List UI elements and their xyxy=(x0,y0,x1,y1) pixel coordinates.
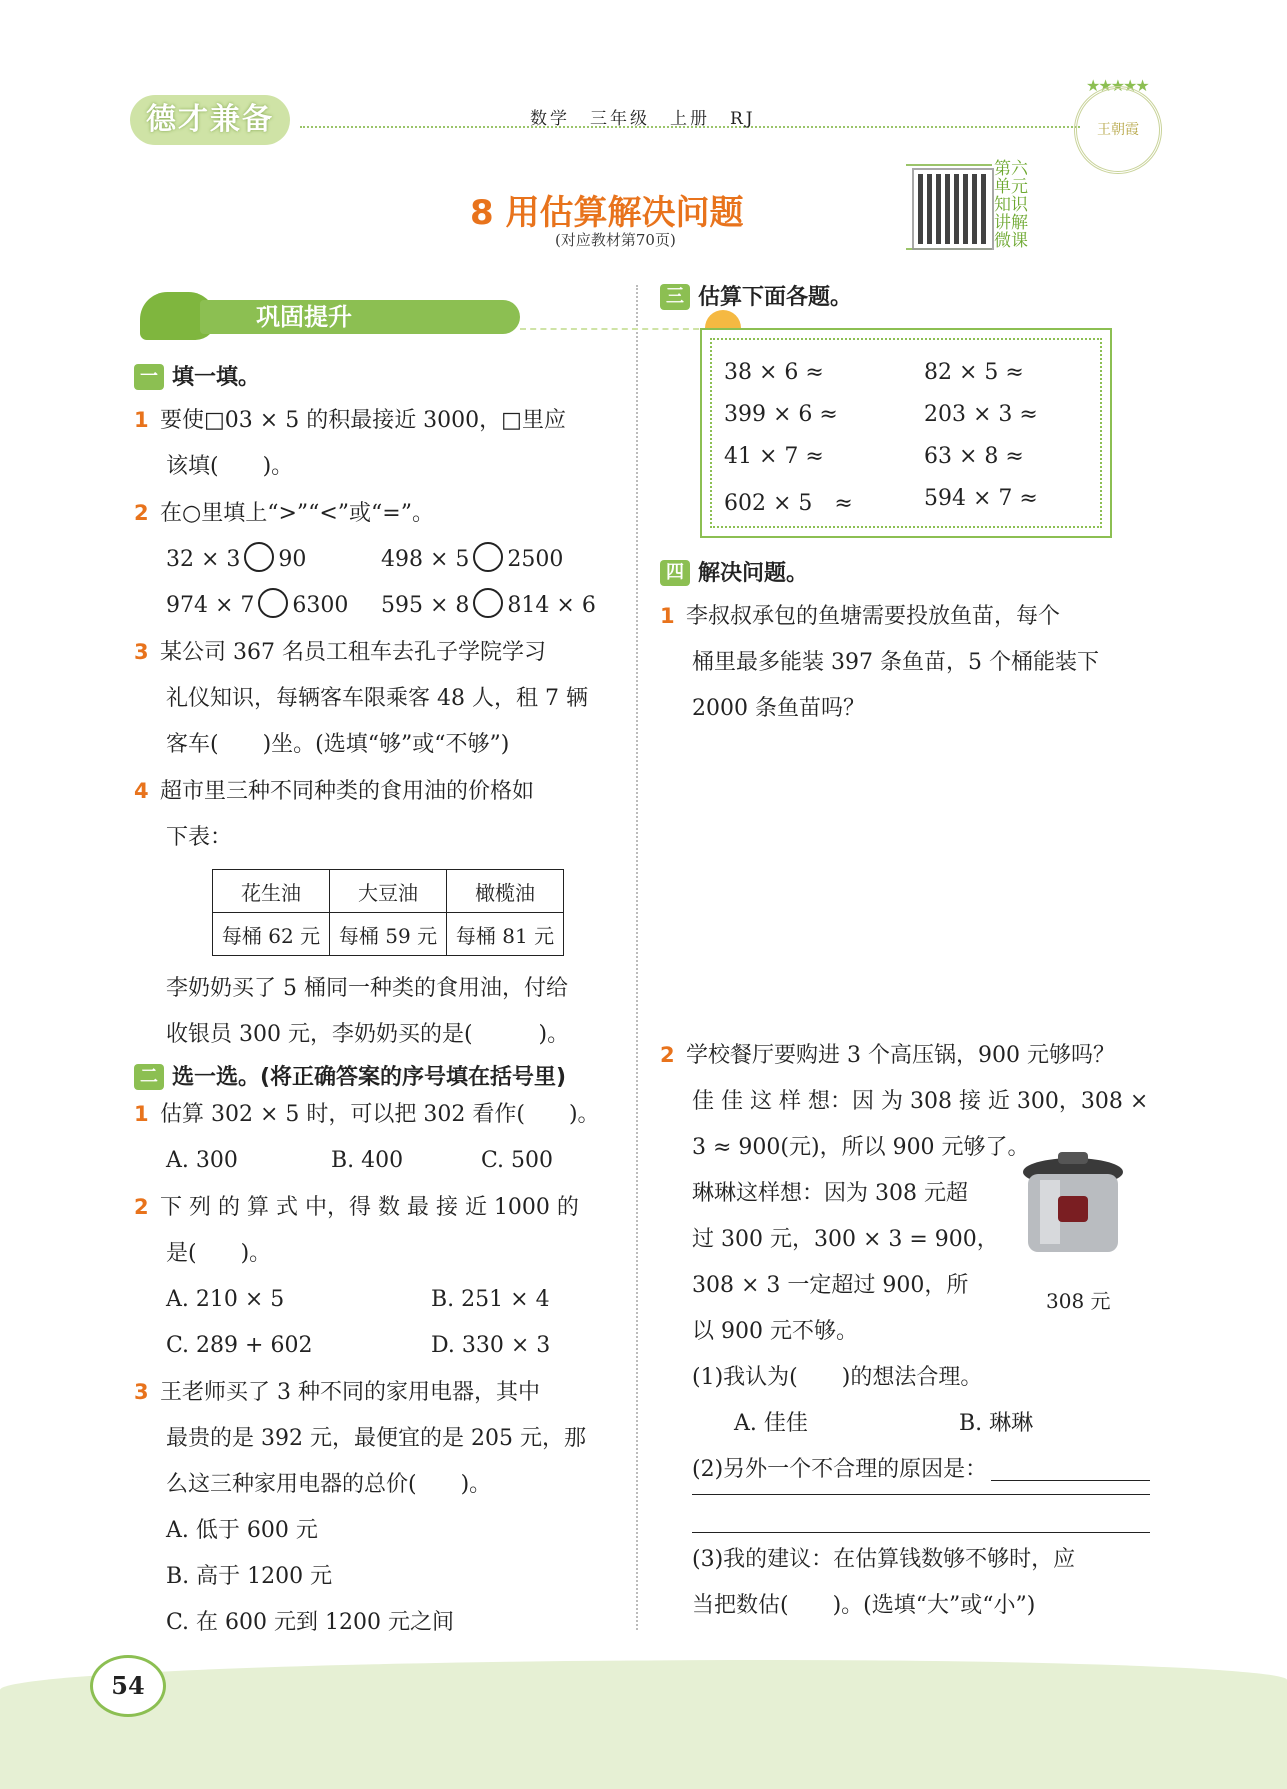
question-number: 3 xyxy=(134,640,149,664)
question-1-4 xyxy=(134,768,624,815)
option-d[interactable]: D. 330 × 3 xyxy=(431,1333,551,1358)
question-text: 王老师买了 3 种不同的家用电器，其中 xyxy=(160,1380,540,1405)
question-text: 某公司 367 名员工租车去孔子学院学习 xyxy=(160,640,546,665)
section-badge: 二 xyxy=(134,1064,164,1090)
compare-left: 498 × 5 xyxy=(381,547,470,572)
compare-row-2 xyxy=(134,583,624,629)
question-number: 1 xyxy=(660,604,675,628)
answer-circle[interactable] xyxy=(258,588,288,618)
estimation-item[interactable]: 399 × 6 ≈ xyxy=(724,402,838,427)
option-a[interactable]: A. 低于 600 元 xyxy=(166,1518,318,1543)
question-text: 客车( )坐。(选填“够”或“不够”) xyxy=(166,732,510,757)
option-a[interactable]: A. 210 × 5 xyxy=(166,1287,285,1312)
question-text: 要使□03 × 5 的积最接近 3000，□里应 xyxy=(160,408,566,433)
table-header: 花生油 xyxy=(213,870,330,913)
compare-row-1 xyxy=(134,537,624,583)
question-text: 收银员 300 元，李奶奶买的是( )。 xyxy=(166,1022,570,1047)
question-text: 下 列 的 算 式 中，得 数 最 接 近 1000 的 xyxy=(160,1195,579,1220)
option-b[interactable]: B. 251 × 4 xyxy=(431,1287,550,1312)
column-divider xyxy=(636,285,638,1630)
table-cell: 每桶 62 元 xyxy=(213,913,330,956)
answer-circle[interactable] xyxy=(473,588,503,618)
question-1-2 xyxy=(134,490,624,537)
question-text: 当把数估( )。(选填“大”或“小”) xyxy=(692,1593,1036,1618)
estimation-box xyxy=(700,328,1112,538)
banner-label: 巩固提升 xyxy=(200,300,520,334)
price-label: 308 元 xyxy=(1046,1289,1111,1313)
option-c[interactable]: C. 在 600 元到 1200 元之间 xyxy=(166,1610,454,1635)
section-badge: 三 xyxy=(660,284,690,310)
option-c[interactable]: C. 289 + 602 xyxy=(166,1333,313,1358)
answer-circle[interactable] xyxy=(473,542,503,572)
question-4-2-2 xyxy=(660,1447,1150,1493)
options-row xyxy=(134,1277,624,1323)
table-header: 大豆油 xyxy=(330,870,447,913)
question-text: 在○里填上“>”“<”或“=”。 xyxy=(160,501,434,526)
answer-line[interactable] xyxy=(692,1493,1150,1495)
compare-left: 595 × 8 xyxy=(381,593,470,618)
qr-caption: 第六单元知识讲解微课 xyxy=(994,159,1028,251)
option-c[interactable]: C. 500 xyxy=(481,1148,554,1173)
answer-circle[interactable] xyxy=(244,542,274,572)
estimation-item[interactable]: 203 × 3 ≈ xyxy=(924,402,1038,427)
question-text: 估算 302 × 5 时，可以把 302 看作( )。 xyxy=(160,1102,600,1127)
question-1-1 xyxy=(134,397,624,444)
compare-item xyxy=(166,537,381,583)
compare-left: 32 × 3 xyxy=(166,547,241,572)
estimation-item[interactable]: 63 × 8 ≈ xyxy=(924,444,1024,469)
pressure-cooker-icon xyxy=(1018,1150,1128,1270)
question-text: (3)我的建议：在估算钱数够不够时，应 xyxy=(692,1547,1076,1572)
table-row xyxy=(213,870,564,913)
section-2-title xyxy=(134,1060,624,1091)
question-number: 1 xyxy=(134,1102,149,1126)
lesson-subtitle: (对应教材第70页) xyxy=(555,231,676,249)
section-1-title xyxy=(134,360,624,391)
question-1-1-cont: 该填( )。 xyxy=(166,454,294,479)
question-text: 以 900 元不够。 xyxy=(692,1319,858,1344)
oil-price-table xyxy=(212,869,564,956)
options-row xyxy=(134,1138,624,1184)
question-2-3 xyxy=(134,1369,624,1416)
question-text: 李叔叔承包的鱼塘需要投放鱼苗，每个 xyxy=(686,604,1061,629)
question-text: 2000 条鱼苗吗？ xyxy=(692,696,865,721)
table-header: 橄榄油 xyxy=(447,870,564,913)
option-b[interactable]: B. 琳琳 xyxy=(959,1411,1034,1436)
question-text: 礼仪知识，每辆客车限乘客 48 人，租 7 辆 xyxy=(166,686,588,711)
question-number: 2 xyxy=(660,1043,675,1067)
publisher-logo: 德才兼备 xyxy=(130,95,290,145)
option-a[interactable]: A. 300 xyxy=(166,1148,238,1173)
question-text: 3 ≈ 900(元)，所以 900 元够了。 xyxy=(692,1135,1030,1160)
option-b[interactable]: B. 400 xyxy=(331,1148,404,1173)
question-text: 过 300 元，300 × 3 = 900， xyxy=(692,1227,999,1252)
option-b[interactable]: B. 高于 1200 元 xyxy=(166,1564,333,1589)
options-row xyxy=(660,1401,1150,1447)
author-seal: 王朝霞 xyxy=(1074,86,1162,174)
question-number: 4 xyxy=(134,779,149,803)
section-3-title xyxy=(660,280,852,311)
question-text: 超市里三种不同种类的食用油的价格如 xyxy=(160,779,535,804)
question-number: 2 xyxy=(134,501,149,525)
compare-item xyxy=(166,583,381,629)
right-column xyxy=(660,556,1150,1629)
question-text: 是( )。 xyxy=(166,1241,272,1266)
qr-code-icon[interactable] xyxy=(914,170,992,248)
page-number: 54 xyxy=(90,1655,166,1717)
estimation-item[interactable]: 41 × 7 ≈ xyxy=(724,444,824,469)
question-text: 琳琳这样想：因为 308 元超 xyxy=(692,1181,968,1206)
estimation-item[interactable]: 594 × 7 ≈ xyxy=(924,486,1038,511)
question-number: 3 xyxy=(134,1380,149,1404)
page-footer xyxy=(0,1660,1287,1789)
section-badge: 四 xyxy=(660,560,690,586)
question-text: 佳 佳 这 样 想：因 为 308 接 近 300，308 × xyxy=(692,1089,1149,1114)
question-1-3 xyxy=(134,629,624,676)
question-number: 2 xyxy=(134,1195,149,1219)
question-text: 下表： xyxy=(166,825,233,850)
answer-line[interactable] xyxy=(692,1531,1150,1533)
question-4-2 xyxy=(660,1032,1150,1079)
question-text: 学校餐厅要购进 3 个高压锅，900 元够吗？ xyxy=(686,1043,1115,1068)
table-cell: 每桶 59 元 xyxy=(330,913,447,956)
estimation-item[interactable]: 602 × 5 ≈ xyxy=(724,491,853,516)
compare-item xyxy=(381,583,596,629)
table-row xyxy=(213,913,564,956)
answer-line[interactable] xyxy=(991,1447,1150,1481)
question-text: 最贵的是 392 元，最便宜的是 205 元，那 xyxy=(166,1426,586,1451)
estimation-item[interactable]: 38 × 6 ≈ xyxy=(724,360,824,385)
section-title-text: 填一填。 xyxy=(172,365,261,390)
table-cell: 每桶 81 元 xyxy=(447,913,564,956)
sunset-icon xyxy=(705,310,741,328)
section-title-text: 选一选。(将正确答案的序号填在括号里) xyxy=(172,1065,567,1090)
lesson-title: 8 用估算解决问题 xyxy=(470,193,744,233)
options-row xyxy=(134,1323,624,1369)
compare-right: 2500 xyxy=(507,547,564,572)
compare-right: 90 xyxy=(278,547,307,572)
question-2-1 xyxy=(134,1091,624,1138)
question-4-1 xyxy=(660,593,1150,640)
question-text: 李奶奶买了 5 桶同一种类的食用油，付给 xyxy=(166,976,568,1001)
answer-space[interactable] xyxy=(660,732,1150,1032)
question-text: 么这三种家用电器的总价( )。 xyxy=(166,1472,492,1497)
question-text: 308 × 3 一定超过 900，所 xyxy=(692,1273,969,1298)
section-badge: 一 xyxy=(134,364,164,390)
estimation-item[interactable]: 82 × 5 ≈ xyxy=(924,360,1024,385)
subject-label: 数学 三年级 上册 RJ xyxy=(530,109,756,129)
section-4-title xyxy=(660,556,1150,587)
question-text: (2)另外一个不合理的原因是： xyxy=(692,1457,988,1482)
section-title-text: 估算下面各题。 xyxy=(698,285,853,310)
question-2-2 xyxy=(134,1184,624,1231)
section-title-text: 解决问题。 xyxy=(698,561,809,586)
section-banner xyxy=(140,292,610,340)
question-text: (1)我认为( )的想法合理。 xyxy=(692,1365,983,1390)
question-text: 桶里最多能装 397 条鱼苗，5 个桶能装下 xyxy=(692,650,1099,675)
compare-right: 814 × 6 xyxy=(507,593,596,618)
stars-icon: ★★★★★ xyxy=(1086,76,1148,95)
compare-right: 6300 xyxy=(292,593,349,618)
left-column xyxy=(134,360,624,1646)
compare-item xyxy=(381,537,563,583)
question-number: 1 xyxy=(134,408,149,432)
option-a[interactable]: A. 佳佳 xyxy=(734,1411,808,1436)
compare-left: 974 × 7 xyxy=(166,593,255,618)
